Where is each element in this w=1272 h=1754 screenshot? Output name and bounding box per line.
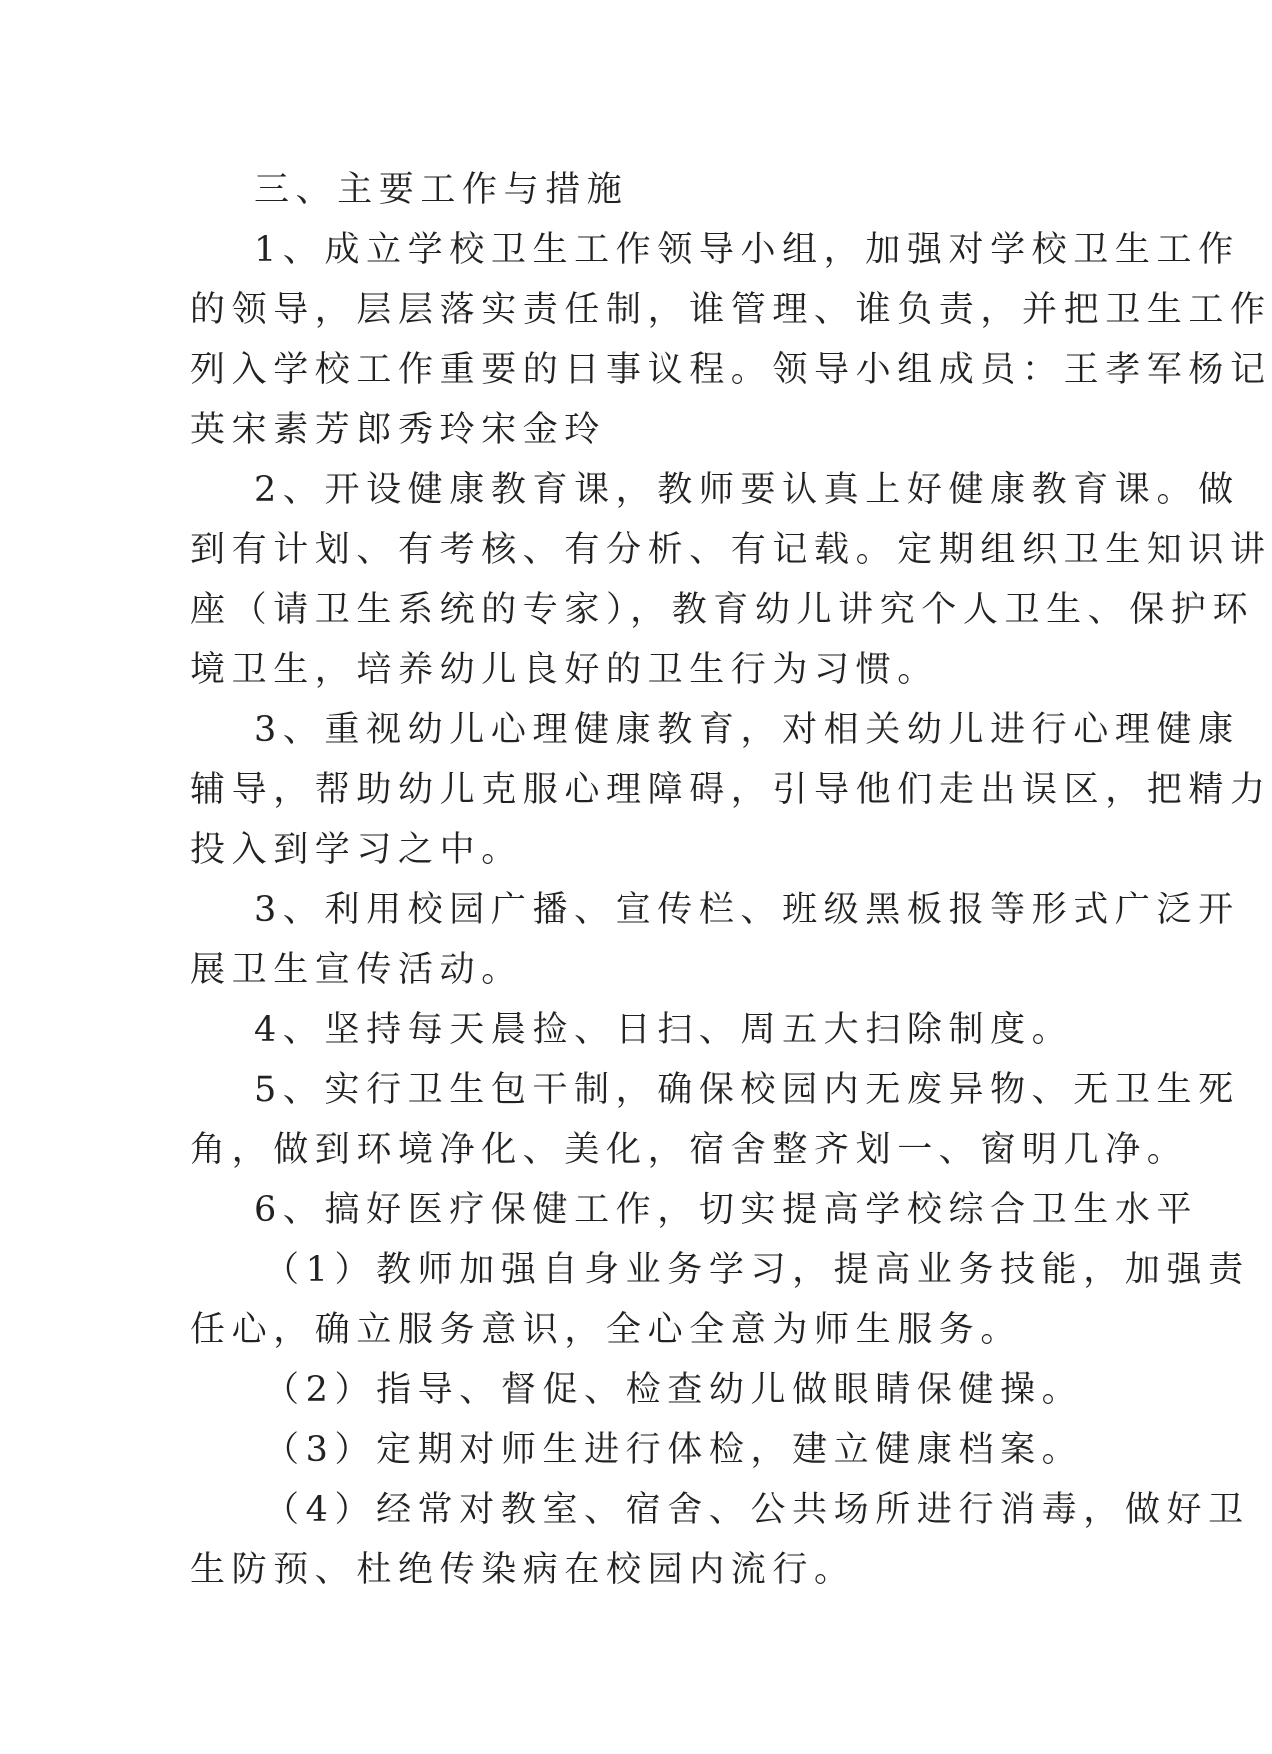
- paragraph-line: 2、开设健康教育课，教师要认真上好健康教育课。做: [254, 470, 1240, 510]
- paragraph-line: 任心，确立服务意识，全心全意为师生服务。: [190, 1310, 1023, 1350]
- section-heading: 三、主要工作与措施: [254, 170, 629, 210]
- paragraph-line: 的领导，层层落实责任制，谁管理、谁负责，并把卫生工作: [190, 290, 1272, 330]
- paragraph-line: 展卫生宣传活动。: [190, 950, 523, 990]
- paragraph-line: 5、实行卫生包干制，确保校园内无废异物、无卫生死: [254, 1070, 1240, 1110]
- paragraph-line: 到有计划、有考核、有分析、有记载。定期组织卫生知识讲: [190, 530, 1272, 570]
- paragraph-line: 4、坚持每天晨捡、日扫、周五大扫除制度。: [254, 1010, 1074, 1050]
- paragraph-line: 3、利用校园广播、宣传栏、班级黑板报等形式广泛开: [254, 890, 1240, 930]
- paragraph-line: 境卫生，培养幼儿良好的卫生行为习惯。: [190, 650, 939, 690]
- paragraph-line: （1）教师加强自身业务学习，提高业务技能，加强责: [264, 1250, 1250, 1290]
- paragraph-line: 座（请卫生系统的专家），教育幼儿讲究个人卫生、保护环: [190, 590, 1255, 630]
- paragraph-line: 1、成立学校卫生工作领导小组，加强对学校卫生工作: [254, 230, 1240, 270]
- paragraph-line: 3、重视幼儿心理健康教育，对相关幼儿进行心理健康: [254, 710, 1240, 750]
- paragraph-line: 角，做到环境净化、美化，宿舍整齐划一、窗明几净。: [190, 1130, 1189, 1170]
- paragraph-line: （4）经常对教室、宿舍、公共场所进行消毒，做好卫: [264, 1490, 1250, 1530]
- paragraph-line: 列入学校工作重要的日事议程。领导小组成员：王孝军杨记: [190, 350, 1272, 390]
- paragraph-line: 生防预、杜绝传染病在校园内流行。: [190, 1550, 856, 1590]
- paragraph-line: （2）指导、督促、检查幼儿做眼睛保健操。: [264, 1370, 1084, 1410]
- paragraph-line: 英宋素芳郎秀玲宋金玲: [190, 410, 607, 450]
- paragraph-line: （3）定期对师生进行体检，建立健康档案。: [264, 1430, 1084, 1470]
- document-body: [190, 160, 1272, 1600]
- paragraph-line: 投入到学习之中。: [190, 830, 523, 870]
- paragraph-line: 6、搞好医疗保健工作，切实提高学校综合卫生水平: [254, 1190, 1199, 1230]
- paragraph-line: 辅导，帮助幼儿克服心理障碍，引导他们走出误区，把精力: [190, 770, 1272, 810]
